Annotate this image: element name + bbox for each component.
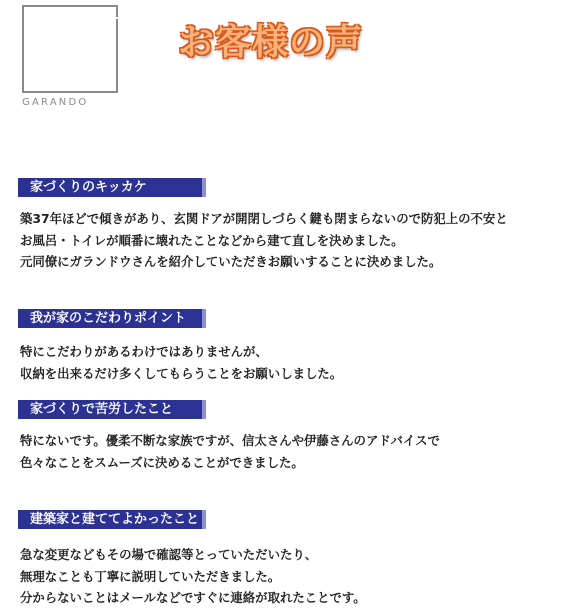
section-body-kurou (20, 430, 440, 473)
body-line: 急な変更などもその場で確認等とっていただいたり、 (20, 547, 318, 562)
section-heading-kikkake: 家づくりのキッカケ (18, 178, 206, 197)
body-line: 築37年ほどで傾きがあり、玄関ドアが開閉しづらく鍵も閉まらないので防犯上の不安と (20, 211, 508, 226)
body-line: 元同僚にガランドウさんを紹介していただきお願いすることに決めました。 (20, 254, 442, 269)
section-body-kodawari (20, 341, 342, 384)
body-line: お風呂・トイレが順番に壊れたことなどから建て直しを決めました。 (20, 232, 404, 248)
section-body-yokatta (20, 544, 366, 609)
page-title: お客様の声 (178, 22, 364, 63)
garando-logo-mark (22, 5, 118, 93)
body-line: 分からないことはメールなどですぐに連絡が取れたことです。 (20, 590, 366, 605)
section-body-kikkake (20, 208, 508, 273)
garando-logo-text: GARANDO (22, 97, 89, 108)
section-heading-kodawari: 我が家のこだわりポイント (18, 309, 206, 328)
body-line: 無理なことも丁寧に説明していただきました。 (20, 568, 281, 584)
body-line: 特にないです。優柔不断な家族ですが、信太さんや伊藤さんのアドバイスで (20, 433, 440, 448)
body-line: 収納を出来るだけ多くしてもらうことをお願いしました。 (20, 365, 343, 381)
section-heading-yokatta: 建築家と建ててよかったこと (18, 510, 206, 529)
body-line: 特にこだわりがあるわけではありませんが、 (20, 344, 268, 359)
section-heading-kurou: 家づくりで苦労したこと (18, 400, 206, 419)
body-line: 色々なことをスムーズに決めることができました。 (20, 454, 304, 470)
